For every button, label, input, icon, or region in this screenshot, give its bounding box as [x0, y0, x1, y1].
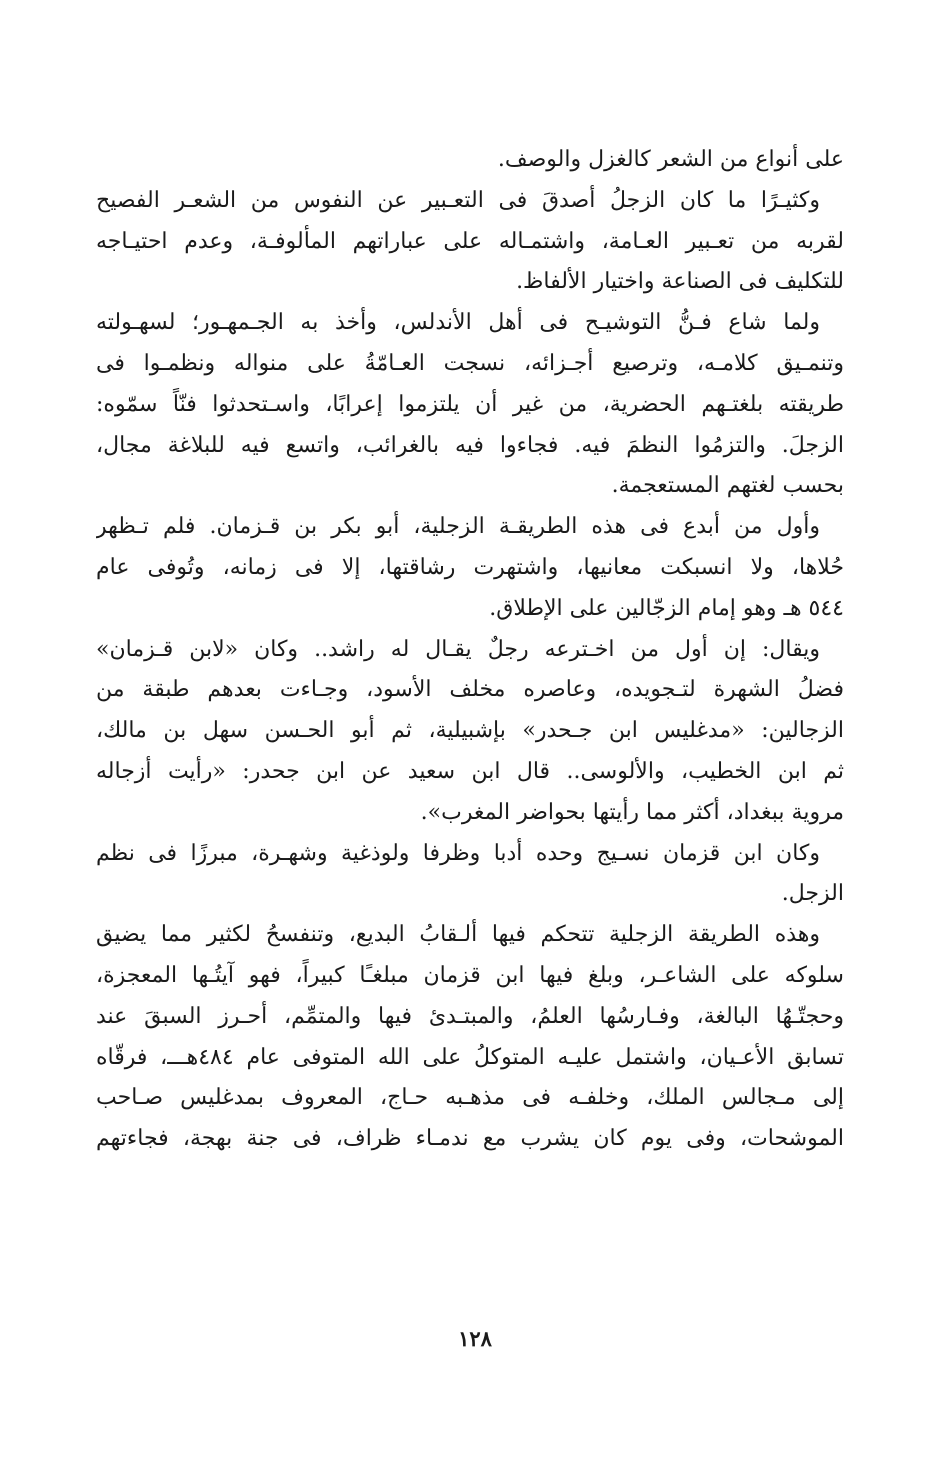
text-line: الموشحات، وفى يوم كان يشرب مع ندمـاء ظراف، فى جنة بهجة، فجاءتهم: [96, 1126, 844, 1152]
text-line: ولما شاع فـنُّ التوشيـح فى أهل الأندلس، وأخذ به الجـمهـور؛ لسهـولته: [96, 310, 820, 336]
text-line: طريقته بلغتـهم الحضرية، من غير أن يلتزموا إعرابًا، واسـتحدثوا فنّاً سمّوه:: [96, 391, 844, 417]
text-line: ثم ابن الخطيب، والألوسى.. قال ابن سعيد عن ابن جحدر: «رأيت أزجاله: [96, 758, 844, 784]
text-line: ٥٤٤ هـ وهو إمام الزجّالين على الإطلاق.: [489, 595, 844, 621]
text-line: الزجالين: «مدغليس ابن جـحدر» بإشبيلية، ثم أبو الحـسن سهل بن مالك،: [96, 718, 844, 744]
text-line: وكثيـرًا ما كان الزجلُ أصدقَ فى التعـبير عن النفوس من الشعـر الفصيح: [96, 187, 820, 213]
text-line: ويقال: إن أول من اخـترعه رجلٌ يقـال له راشد.. وكان «لابن قـزمان»: [96, 636, 820, 662]
text-line: سلوكه على الشاعـر، وبلغ فيها ابن قزمان مبلغـًا كبيراً، فهو آيتُـها المعجزة،: [96, 962, 844, 988]
body-text: [96, 140, 844, 1160]
text-line: للتكليف فى الصناعة واختيار الألفاظ.: [516, 269, 844, 295]
text-line: تسابق الأعـيان، واشتمل عليـه المتوكلُ على الله المتوفى عام ٤٨٤هـــ، فرقّاه: [96, 1044, 844, 1070]
text-line: حُلاها، ولا انسبكت معانيها، واشتهرت رشاقتها، إلا فى زمانه، وتُوفى عام: [96, 554, 844, 580]
text-line: وأول من أبدع فى هذه الطريقـة الزجلية، أبو بكر بن قـزمان. فلم تـظهر: [96, 514, 820, 540]
text-line: وحجتّـهُا البالغة، وفـارسُها العلمُ، والمبتـدئ فيها والمتمِّم، أحـرز السبقَ عند: [96, 1003, 844, 1029]
text-line: وتنمـيق كلامـه، وترصيع أجـزائه، نسجت العـامّةُ على منواله ونظمـوا فى: [96, 350, 844, 376]
text-line: إلى مـجالس الملك، وخلفـه فى مذهـبه حـاج، المعروف بمدغليس صـاحب: [96, 1085, 844, 1111]
text-line: بحسب لغتهم المستعجمة.: [611, 473, 844, 499]
text-line: وهذه الطريقة الزجلية تتحكم فيها ألـقابُ البديع، وتنفسحُ لكثير مما يضيق: [96, 922, 820, 948]
text-line: وكان ابن قزمان نسـيج وحده أدبا وظرفا ولوذغية وشهـرة، مبرزًا فى نظم: [96, 840, 820, 866]
text-line: على أنواع من الشعر كالغزل والوصف.: [497, 147, 844, 172]
text-line: الزجلَ. والتزمُوا النظمَ فيه. فجاءوا فيه بالغرائب، واتسع فيه للبلاغة مجال،: [96, 432, 844, 458]
page-number: ١٢٨: [458, 1326, 492, 1351]
text-line: لقربه من تعـبير العـامة، واشتمـاله على عباراتهم المألوفـة، وعدم احتيـاجه: [96, 228, 844, 254]
text-line: الزجل.: [781, 881, 844, 907]
text-line: فضلُ الشهرة لتـجويده، وعاصره مخلف الأسود، وجـاءت بعدهم طبقة من: [96, 677, 844, 703]
text-line: مروية ببغداد، أكثر مما رأيتها بحواضر المغرب».: [420, 799, 844, 825]
